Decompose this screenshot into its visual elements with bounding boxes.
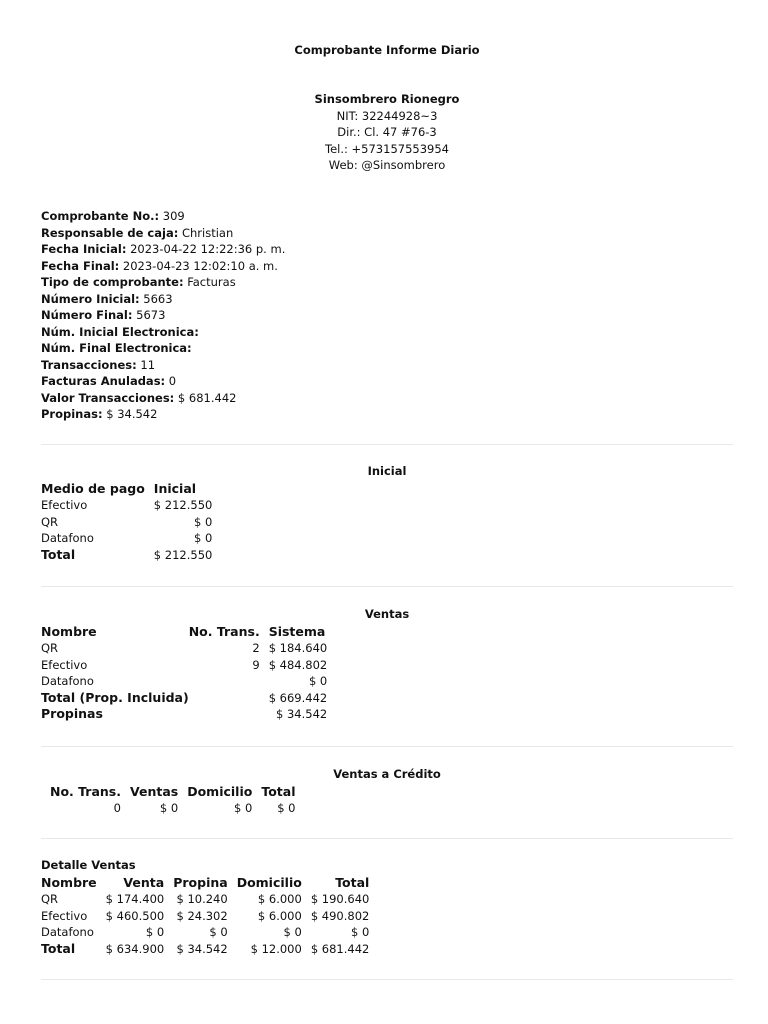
- info-row: [41, 274, 285, 291]
- table-row: [41, 673, 327, 690]
- info-row: [41, 357, 285, 374]
- divider: [41, 586, 733, 587]
- table-row: [41, 891, 369, 908]
- column-header: Medio de pago: [41, 481, 145, 496]
- column-header: Sistema: [268, 624, 326, 639]
- document-title: Comprobante Informe Diario: [294, 43, 480, 57]
- info-value: 2023-04-23 12:02:10 a. m.: [119, 258, 278, 273]
- info-row: [41, 291, 285, 308]
- cell: Efectivo: [41, 908, 88, 923]
- info-row: [41, 241, 285, 258]
- info-row: [41, 258, 285, 275]
- info-label: Núm. Final Electronica:: [41, 341, 192, 355]
- company-web: Web: @Sinsombrero: [328, 158, 446, 172]
- info-value: 309: [159, 209, 185, 223]
- table-header-row: [41, 480, 212, 497]
- info-value: 11: [136, 357, 156, 372]
- info-value: 0: [165, 374, 177, 388]
- info-row: [41, 307, 285, 324]
- column-header: No. Trans.: [50, 784, 121, 799]
- divider: [41, 746, 733, 747]
- table-row: [41, 640, 327, 657]
- divider: [41, 979, 733, 980]
- table-total-row: [41, 547, 212, 564]
- table-header-row: [50, 783, 296, 800]
- cell: $ 12.000: [250, 941, 302, 956]
- cell: $ 490.802: [310, 908, 370, 923]
- cell: $ 6.000: [257, 908, 302, 923]
- info-label: Comprobante No.:: [41, 209, 160, 223]
- column-header: Nombre: [41, 875, 97, 890]
- cell: 2: [252, 641, 260, 655]
- cell: Total: [41, 546, 76, 562]
- column-header: Propina: [173, 875, 228, 890]
- divider: [41, 838, 733, 839]
- info-value: $ 681.442: [174, 390, 237, 405]
- cell: [189, 673, 269, 690]
- info-row: [41, 406, 285, 423]
- info-value: Christian: [178, 225, 234, 240]
- table-row: [41, 908, 369, 925]
- table-row: [50, 800, 296, 817]
- info-label: Número Final:: [41, 308, 133, 322]
- cell: $ 212.550: [153, 547, 213, 562]
- cell: $ 174.400: [105, 892, 165, 906]
- info-value: Facturas: [183, 275, 236, 289]
- column-header: Domicilio: [187, 784, 253, 799]
- cell: $ 0: [308, 674, 328, 688]
- table-header-row: [41, 623, 327, 640]
- cell: QR: [41, 641, 59, 655]
- receipt-info: [41, 208, 285, 423]
- info-label: Tipo de comprobante:: [41, 275, 184, 289]
- info-label: Responsable de caja:: [41, 225, 179, 240]
- column-header: Domicilio: [236, 875, 302, 890]
- cell: $ 0: [351, 925, 370, 939]
- cell: $ 0: [209, 925, 228, 939]
- table-header-row: [41, 874, 369, 891]
- cell: QR: [41, 514, 59, 529]
- info-value: 2023-04-22 12:22:36 p. m.: [126, 242, 286, 256]
- company-phone: Tel.: +573157553954: [325, 141, 449, 156]
- company-nit: NIT: 32244928~3: [336, 108, 438, 123]
- info-row: [41, 390, 285, 407]
- info-value: $ 34.542: [102, 407, 158, 421]
- info-row: [41, 208, 285, 225]
- info-label: Valor Transacciones:: [41, 390, 175, 405]
- cell: 0: [113, 801, 121, 815]
- info-row: [41, 373, 285, 390]
- cell: $ 460.500: [105, 908, 165, 923]
- table-row: [41, 530, 212, 547]
- info-value: 5663: [139, 291, 173, 306]
- section-title-inicial: Inicial: [367, 464, 407, 478]
- column-header: Total: [335, 875, 370, 890]
- cell: $ 0: [145, 925, 165, 939]
- cell: $ 681.442: [310, 941, 370, 956]
- info-row: [41, 225, 285, 242]
- column-header: Nombre: [41, 624, 97, 639]
- table-row: [41, 497, 212, 514]
- info-value: 5673: [132, 308, 166, 322]
- cell: $ 212.550: [153, 498, 213, 512]
- company-name: Sinsombrero Rionegro: [314, 92, 460, 106]
- info-row: [41, 340, 285, 357]
- info-label: Número Inicial:: [41, 291, 140, 306]
- cell: $ 0: [277, 801, 296, 815]
- info-label: Núm. Inicial Electronica:: [41, 324, 199, 339]
- column-header: Total: [261, 784, 296, 799]
- cell: 9: [252, 657, 260, 672]
- column-header: No. Trans.: [188, 624, 260, 639]
- cell: $ 0: [194, 531, 213, 545]
- cell: $ 0: [194, 514, 213, 529]
- cell: Efectivo: [41, 657, 88, 672]
- table-total-row: [41, 941, 369, 958]
- table-row: [41, 924, 369, 941]
- info-label: Fecha Final:: [41, 258, 120, 273]
- cell: QR: [41, 892, 59, 906]
- divider: [41, 444, 733, 445]
- detalle-table: [41, 874, 369, 957]
- cell: $ 634.900: [105, 941, 165, 956]
- cell: $ 6.000: [257, 892, 302, 906]
- cell: Total: [41, 940, 76, 956]
- company-block: [0, 91, 768, 174]
- column-header: Inicial: [153, 481, 197, 496]
- cell: $ 34.542: [176, 941, 228, 956]
- cell: Efectivo: [41, 498, 88, 512]
- section-title-ventas: Ventas: [364, 607, 410, 621]
- table-total-row: [41, 706, 327, 723]
- company-address: Dir.: Cl. 47 #76-3: [337, 125, 437, 139]
- cell: $ 190.640: [310, 892, 370, 906]
- cell: Datafono: [41, 925, 94, 939]
- cell: $ 0: [234, 801, 253, 815]
- column-header: Ventas: [130, 784, 179, 799]
- cell: $ 24.302: [176, 908, 228, 923]
- table-row: [41, 657, 327, 674]
- cell: Total (Prop. Incluida): [41, 689, 189, 705]
- table-total-row: [41, 690, 327, 707]
- cell: $ 34.542: [276, 707, 328, 721]
- info-label: Facturas Anuladas:: [41, 374, 166, 388]
- section-title-detalle: Detalle Ventas: [41, 858, 136, 872]
- cell: $ 0: [159, 801, 179, 815]
- cell: Propinas: [41, 706, 103, 721]
- cell: [189, 690, 269, 707]
- cell: Datafono: [41, 531, 94, 545]
- cell: [189, 706, 269, 723]
- cell: $ 669.442: [268, 690, 328, 705]
- column-header: Venta: [123, 875, 165, 890]
- table-row: [41, 514, 212, 531]
- cell: $ 10.240: [176, 892, 228, 906]
- info-row: [41, 324, 285, 341]
- credito-table: [50, 783, 296, 817]
- section-title-credito: Ventas a Crédito: [333, 767, 441, 781]
- cell: Datafono: [41, 674, 94, 688]
- info-label: Propinas:: [41, 407, 103, 421]
- info-label: Transacciones:: [41, 357, 137, 372]
- ventas-table: [41, 623, 327, 723]
- info-label: Fecha Inicial:: [41, 242, 127, 256]
- inicial-table: [41, 480, 212, 563]
- cell: $ 184.640: [268, 641, 328, 655]
- cell: $ 0: [283, 925, 302, 939]
- cell: $ 484.802: [268, 657, 328, 672]
